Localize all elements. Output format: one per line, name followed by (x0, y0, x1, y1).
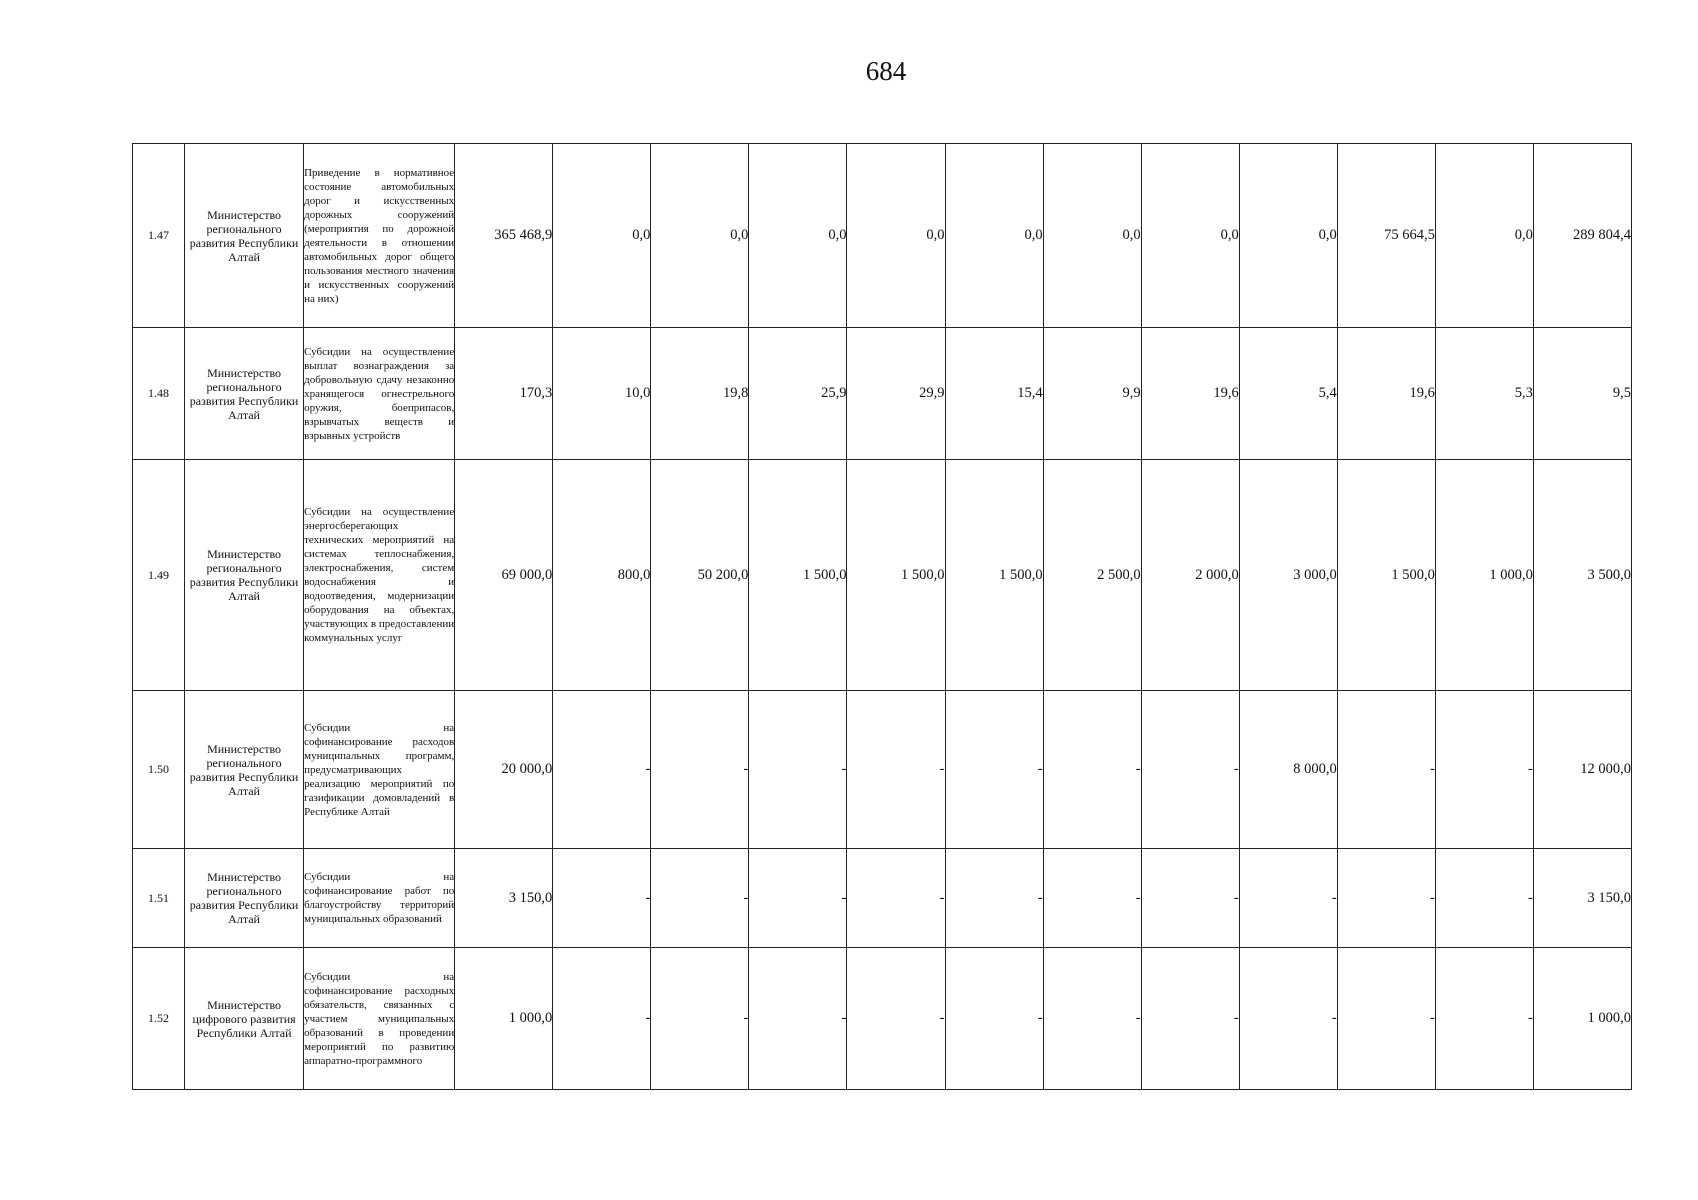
funding-value: 5,4 (1239, 328, 1337, 460)
funding-value: 1 500,0 (1337, 460, 1435, 691)
funding-value: 9,5 (1533, 328, 1631, 460)
funding-value: - (1337, 691, 1435, 849)
funding-value: 69 000,0 (455, 460, 553, 691)
funding-value: - (1239, 948, 1337, 1090)
row-number: 1.51 (133, 849, 185, 948)
funding-value: - (1043, 948, 1141, 1090)
funding-value: 0,0 (847, 144, 945, 328)
funding-value: 1 500,0 (945, 460, 1043, 691)
funding-value: 20 000,0 (455, 691, 553, 849)
funding-value: 15,4 (945, 328, 1043, 460)
funding-value: 0,0 (1043, 144, 1141, 328)
responsible-organization: Министерство регионального развития Республики Алтай (185, 691, 304, 849)
funding-value: 289 804,4 (1533, 144, 1631, 328)
table-row (133, 948, 1632, 1090)
funding-value: - (1435, 948, 1533, 1090)
funding-value: 1 000,0 (455, 948, 553, 1090)
row-number: 1.49 (133, 460, 185, 691)
funding-value: - (1043, 691, 1141, 849)
funding-value: 2 500,0 (1043, 460, 1141, 691)
funding-value: - (651, 948, 749, 1090)
funding-value: - (1435, 849, 1533, 948)
row-number: 1.50 (133, 691, 185, 849)
funding-value: - (553, 948, 651, 1090)
funding-value: - (651, 849, 749, 948)
funding-value: 75 664,5 (1337, 144, 1435, 328)
funding-value: 0,0 (1141, 144, 1239, 328)
funding-value: 3 150,0 (455, 849, 553, 948)
funding-value: - (1337, 948, 1435, 1090)
funding-value: 0,0 (749, 144, 847, 328)
funding-value: - (651, 691, 749, 849)
funding-value: - (847, 691, 945, 849)
funding-value: - (749, 691, 847, 849)
measure-description: Приведение в нормативное состояние автомобильных дорог и искусственных дорожных сооружений (мероприятия по дорожной деятельности в отношении автомобильных дорог общего пользования местного значения и искусственных сооружений на них) (304, 144, 455, 328)
funding-value: 50 200,0 (651, 460, 749, 691)
funding-value: 19,6 (1337, 328, 1435, 460)
funding-value: - (847, 849, 945, 948)
funding-value: 3 500,0 (1533, 460, 1631, 691)
funding-value: - (945, 691, 1043, 849)
measure-description: Субсидии на осуществление энергосберегающих технических мероприятий на системах теплоснабжения, электроснабжения, систем водоснабжения и водоотведения, модернизации оборудования на объектах, участвующих в предоставлении коммунальных услуг (304, 460, 455, 691)
funding-value: 170,3 (455, 328, 553, 460)
funding-value: 19,8 (651, 328, 749, 460)
responsible-organization: Министерство регионального развития Республики Алтай (185, 144, 304, 328)
funding-value: 19,6 (1141, 328, 1239, 460)
funding-value: - (553, 691, 651, 849)
measure-description: Субсидии на софинансирование расходов муниципальных программ, предусматривающих реализацию мероприятий по газификации домовладений в Республике Алтай (304, 691, 455, 849)
funding-value: - (1435, 691, 1533, 849)
funding-value: 1 000,0 (1435, 460, 1533, 691)
funding-value: 0,0 (553, 144, 651, 328)
funding-value: 3 000,0 (1239, 460, 1337, 691)
table-row (133, 849, 1632, 948)
row-number: 1.48 (133, 328, 185, 460)
funding-value: - (749, 849, 847, 948)
funding-value: 1 500,0 (847, 460, 945, 691)
row-number: 1.52 (133, 948, 185, 1090)
table-row (133, 328, 1632, 460)
funding-value: - (1043, 849, 1141, 948)
funding-value: 8 000,0 (1239, 691, 1337, 849)
measure-description: Субсидии на осуществление выплат вознаграждения за добровольную сдачу незаконно хранящегося огнестрельного оружия, боеприпасов, взрывчатых веществ и взрывных устройств (304, 328, 455, 460)
funding-value: - (749, 948, 847, 1090)
funding-value: 3 150,0 (1533, 849, 1631, 948)
funding-value: 10,0 (553, 328, 651, 460)
funding-value: - (1337, 849, 1435, 948)
funding-value: - (945, 948, 1043, 1090)
table-body (133, 144, 1632, 1090)
funding-value: 5,3 (1435, 328, 1533, 460)
responsible-organization: Министерство регионального развития Республики Алтай (185, 328, 304, 460)
funding-value: - (553, 849, 651, 948)
row-number: 1.47 (133, 144, 185, 328)
funding-value: 365 468,9 (455, 144, 553, 328)
funding-value: - (945, 849, 1043, 948)
funding-value: 29,9 (847, 328, 945, 460)
funding-value: - (1141, 849, 1239, 948)
measure-description: Субсидии на софинансирование работ по благоустройству территорий муниципальных образований (304, 849, 455, 948)
funding-value: 0,0 (1435, 144, 1533, 328)
table-row (133, 691, 1632, 849)
funding-value: 12 000,0 (1533, 691, 1631, 849)
budget-table (132, 143, 1632, 1090)
funding-value: 2 000,0 (1141, 460, 1239, 691)
table-row (133, 460, 1632, 691)
responsible-organization: Министерство регионального развития Республики Алтай (185, 849, 304, 948)
funding-value: 0,0 (651, 144, 749, 328)
funding-value: 0,0 (1239, 144, 1337, 328)
funding-value: - (1141, 691, 1239, 849)
funding-value: 9,9 (1043, 328, 1141, 460)
table-row (133, 144, 1632, 328)
page-number: 684 (865, 56, 907, 86)
funding-value: 1 000,0 (1533, 948, 1631, 1090)
funding-value: 1 500,0 (749, 460, 847, 691)
funding-value: 0,0 (945, 144, 1043, 328)
funding-value: - (847, 948, 945, 1090)
responsible-organization: Министерство регионального развития Республики Алтай (185, 460, 304, 691)
responsible-organization: Министерство цифрового развития Республики Алтай (185, 948, 304, 1090)
funding-value: 800,0 (553, 460, 651, 691)
funding-value: 25,9 (749, 328, 847, 460)
funding-value: - (1239, 849, 1337, 948)
funding-value: - (1141, 948, 1239, 1090)
measure-description: Субсидии на софинансирование расходных обязательств, связанных с участием муниципальных образований в проведении мероприятий по развитию аппаратно-программного (304, 948, 455, 1090)
